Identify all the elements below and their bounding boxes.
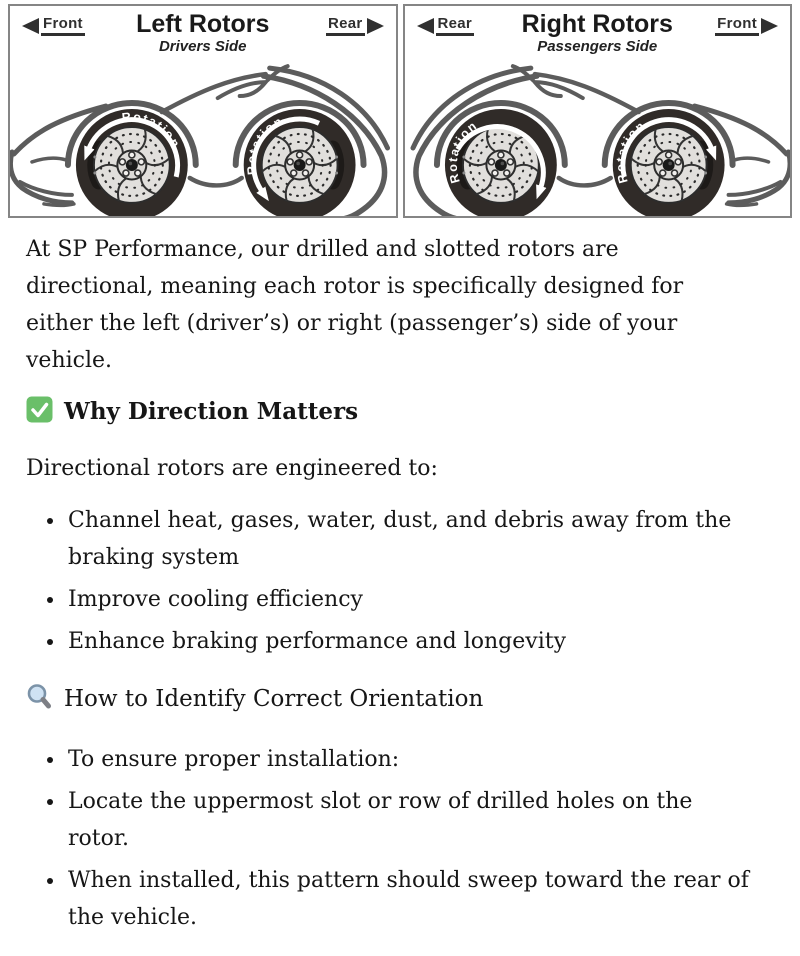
right-arrow-icon xyxy=(367,18,384,34)
list-item: • To ensure proper installation: xyxy=(66,741,754,778)
list-item: • Enhance braking performance and longevity xyxy=(66,623,754,660)
list-item: • Locate the uppermost slot or row of drilled holes on the rotor. xyxy=(66,783,754,857)
list-item: • Improve cooling efficiency xyxy=(66,581,754,618)
panel-subtitle: Passengers Side xyxy=(537,38,658,55)
direction-label: Front xyxy=(715,15,759,36)
left-rotors-panel xyxy=(8,4,398,218)
panel-subtitle: Drivers Side xyxy=(158,38,247,55)
section-heading-why-direction-matters xyxy=(26,393,774,430)
rotation-label: Rotation xyxy=(613,118,648,185)
rotation-label: Rotation xyxy=(121,109,184,151)
rear-direction-indicator xyxy=(417,15,475,36)
front-direction-indicator xyxy=(715,15,778,36)
rotation-label: Rotation xyxy=(445,118,480,185)
benefits-list xyxy=(26,502,774,660)
right-arrow-icon xyxy=(761,18,778,34)
intro-paragraph: At SP Performance, our drilled and slotted rotors are directional, meaning each rotor is specifically designed for either the left (driver’s) or right (passenger’s) side of your vehicle. xyxy=(26,237,684,373)
section-heading-identify-orientation xyxy=(26,680,774,717)
check-mark-icon xyxy=(26,393,53,430)
list-item: • Channel heat, gases, water, dust, and debris away from the braking system xyxy=(66,502,754,576)
rotation-label: Rotation xyxy=(244,113,286,176)
right-panel-header xyxy=(405,6,791,56)
heading-text: How to Identify Correct Orientation xyxy=(64,685,484,712)
left-car-illustration xyxy=(10,56,396,216)
direction-label: Rear xyxy=(436,15,475,36)
rotor-direction-diagram xyxy=(0,0,800,218)
list-item: • When installed, this pattern should sweep toward the rear of the vehicle. xyxy=(66,862,754,936)
right-car-illustration xyxy=(405,56,791,216)
left-panel-header xyxy=(10,6,396,56)
panel-title: Right Rotors xyxy=(521,10,673,38)
car-drawing-left xyxy=(10,56,396,216)
left-arrow-icon xyxy=(417,18,434,34)
article-body xyxy=(0,218,800,936)
panel-title: Left Rotors xyxy=(136,10,270,38)
car-drawing-right xyxy=(405,56,791,216)
right-rotors-panel xyxy=(403,4,793,218)
magnifying-glass-icon xyxy=(26,680,53,717)
orientation-list xyxy=(26,741,774,936)
front-direction-indicator xyxy=(22,15,85,36)
heading-text: Why Direction Matters xyxy=(64,397,359,425)
left-arrow-icon xyxy=(22,18,39,34)
lead-sentence: Directional rotors are engineered to: xyxy=(26,456,438,481)
direction-label: Rear xyxy=(326,15,365,36)
rear-direction-indicator xyxy=(326,15,384,36)
direction-label: Front xyxy=(41,15,85,36)
